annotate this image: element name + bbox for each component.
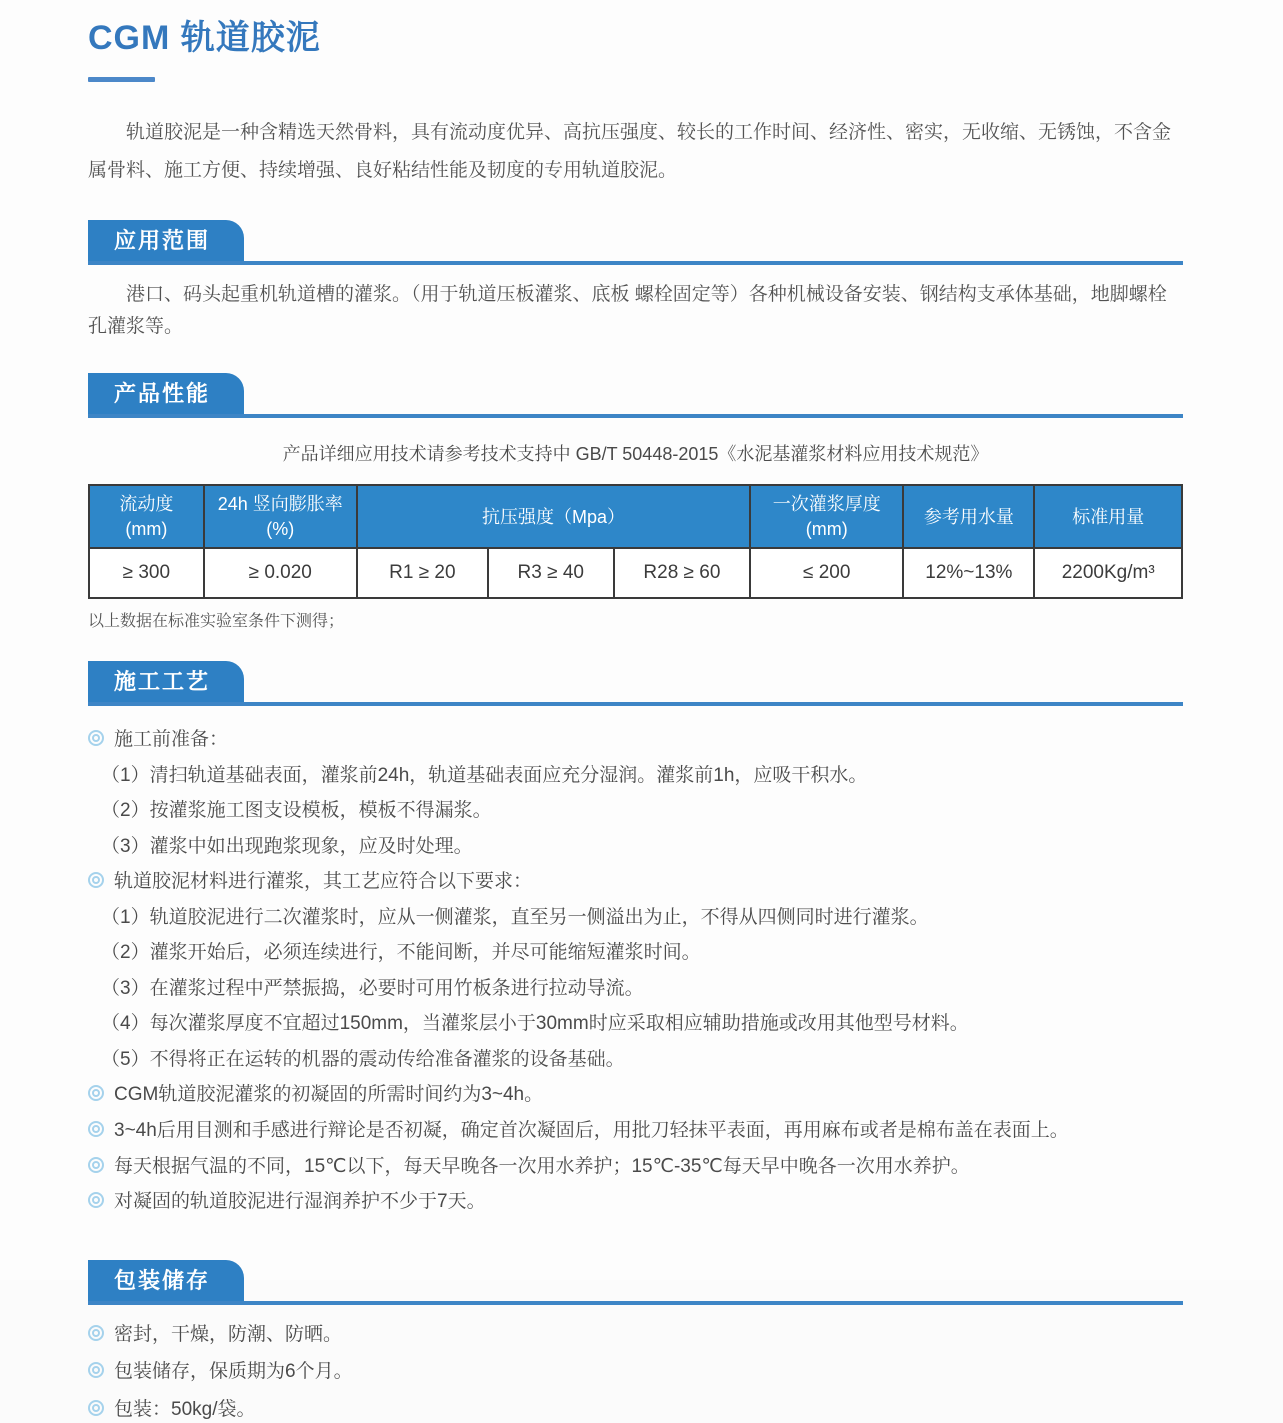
cell-thickness: ≤ 200 <box>750 548 903 598</box>
application-body: 港口、码头起重机轨道槽的灌浆。（用于轨道压板灌浆、底板 螺栓固定等）各种机械设备安装、钢结构支承体基础，地脚螺栓孔灌浆等。 <box>88 283 1167 338</box>
bullseye-bullet-icon <box>88 1192 104 1208</box>
list-item: （2）按灌浆施工图支设模板，模板不得漏浆。 <box>101 800 492 822</box>
list-item: 轨道胶泥材料进行灌浆，其工艺应符合以下要求： <box>88 868 1183 896</box>
list-item: （3）在灌浆过程中严禁振捣，必要时可用竹板条进行拉动导流。 <box>101 977 644 999</box>
col-header-water-amount: 参考用水量 <box>903 485 1034 548</box>
bullseye-bullet-icon <box>88 872 104 888</box>
section-badge-packaging: 包装储存 <box>88 1260 244 1301</box>
table-data-row <box>89 548 1182 598</box>
section-header-performance <box>88 373 1183 418</box>
section-header-application <box>88 220 1183 265</box>
bullseye-bullet-icon <box>88 730 104 746</box>
cell-dosage: 2200Kg/m³ <box>1034 548 1182 598</box>
title-underline <box>88 77 155 82</box>
list-item: 施工前准备： <box>88 726 1183 754</box>
col-header-standard-dosage: 标准用量 <box>1034 485 1182 548</box>
list-item: 3~4h后用目测和手感进行辩论是否初凝，确定首次凝固后，用批刀轻抹平表面，再用麻布或者是棉布盖在表面上。 <box>88 1117 1183 1145</box>
section-badge-performance: 产品性能 <box>88 373 244 414</box>
cell-r3: R3 ≥ 40 <box>488 548 614 598</box>
section-badge-construction: 施工工艺 <box>88 661 244 702</box>
bullseye-bullet-icon <box>88 1325 104 1341</box>
bullseye-bullet-icon <box>88 1157 104 1173</box>
cell-flowability: ≥ 300 <box>89 548 204 598</box>
table-header-row <box>89 485 1182 548</box>
list-item: （4）每次灌浆厚度不宜超过150mm，当灌浆层小于30mm时应采取相应辅助措施或改用其他型号材料。 <box>101 1013 969 1035</box>
section-header-construction <box>88 661 1183 706</box>
list-item: CGM轨道胶泥灌浆的初凝固的所需时间约为3~4h。 <box>88 1081 1183 1109</box>
list-item: （1）清扫轨道基础表面，灌浆前24h，轨道基础表面应充分湿润。灌浆前1h，应吸干积水。 <box>101 764 868 786</box>
bullseye-bullet-icon <box>88 1362 104 1378</box>
list-item: （1）轨道胶泥进行二次灌浆时，应从一侧灌浆，直至另一侧溢出为止，不得从四侧同时进行灌浆。 <box>101 906 929 928</box>
col-header-grout-thickness: 一次灌浆厚度 (mm) <box>750 485 903 548</box>
cell-water: 12%~13% <box>903 548 1034 598</box>
section-badge-application: 应用范围 <box>88 220 244 261</box>
performance-table <box>88 484 1183 599</box>
bullseye-bullet-icon <box>88 1400 104 1416</box>
list-item: 包装：50kg/袋。 <box>88 1396 1183 1423</box>
table-footnote: 以上数据在标准实验室条件下测得； <box>88 612 345 630</box>
col-header-flowability: 流动度 (mm) <box>89 485 204 548</box>
packaging-list <box>88 1321 1183 1423</box>
intro-paragraph: 轨道胶泥是一种含精选天然骨料，具有流动度优异、高抗压强度、较长的工作时间、经济性、密实，无收缩、无锈蚀，不含金属骨料、施工方便、持续增强、良好粘结性能及韧度的专用轨道胶泥。 <box>88 121 1172 181</box>
cell-expansion: ≥ 0.020 <box>204 548 357 598</box>
performance-standard-note: 产品详细应用技术请参考技术支持中 GB/T 50448-2015《水泥基灌浆材料应用技术规范》 <box>282 444 989 465</box>
list-item: （2）灌浆开始后，必须连续进行，不能间断，并尽可能缩短灌浆时间。 <box>101 942 701 964</box>
list-item: 每天根据气温的不同，15℃以下，每天早晚各一次用水养护；15℃-35℃每天早中晚各一次用水养护。 <box>88 1153 1183 1181</box>
page-title: CGM 轨道胶泥 <box>88 19 321 57</box>
col-header-compressive-strength: 抗压强度（Mpa） <box>357 485 750 548</box>
list-item: （3）灌浆中如出现跑浆现象，应及时处理。 <box>101 835 473 857</box>
cell-r28: R28 ≥ 60 <box>614 548 751 598</box>
list-item: 对凝固的轨道胶泥进行湿润养护不少于7天。 <box>88 1188 1183 1216</box>
list-item: 密封，干燥，防潮、防晒。 <box>88 1321 1183 1349</box>
bullseye-bullet-icon <box>88 1085 104 1101</box>
cell-r1: R1 ≥ 20 <box>357 548 488 598</box>
bullseye-bullet-icon <box>88 1121 104 1137</box>
list-item: （5）不得将正在运转的机器的震动传给准备灌浆的设备基础。 <box>101 1048 625 1070</box>
col-header-expansion: 24h 竖向膨胀率 (%) <box>204 485 357 548</box>
list-item: 包装储存，保质期为6个月。 <box>88 1358 1183 1386</box>
section-header-packaging <box>88 1260 1183 1305</box>
construction-list <box>88 726 1183 1216</box>
